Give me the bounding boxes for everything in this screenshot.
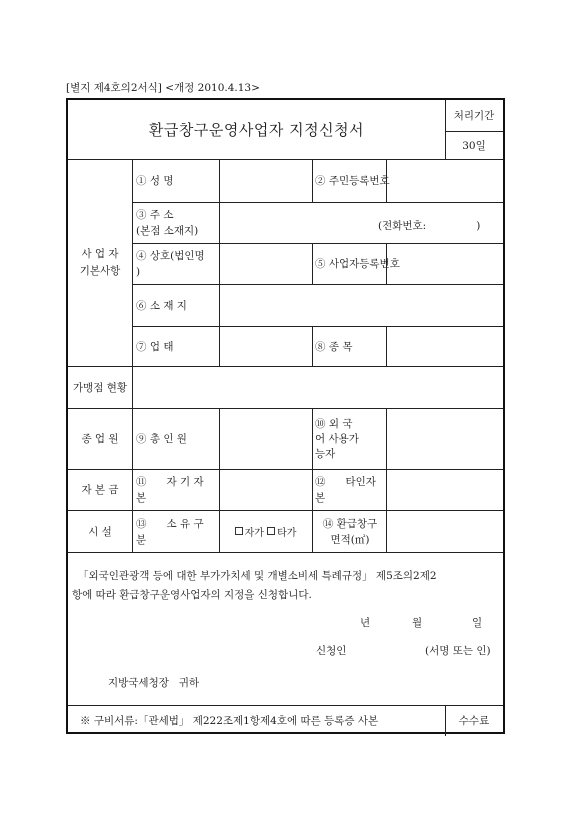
resident-no-field[interactable] <box>387 160 502 201</box>
col-divider <box>132 159 133 552</box>
company-label-line1: ④ 상호(법인명 <box>136 250 205 262</box>
refund-counter-area-label <box>315 512 385 551</box>
leased-checkbox[interactable] <box>267 527 275 535</box>
own-capital-field[interactable] <box>220 470 311 509</box>
business-type-label: ⑦ 업 태 <box>136 340 174 353</box>
statement-line1: 「외국인관광객 등에 대한 부가가치세 및 개별소비세 특례규정」 제5조의2제2 <box>78 570 437 582</box>
borrowed-capital-line1: ⑫ 타인자 <box>315 476 376 488</box>
leased-option-label: 타가 <box>277 527 297 539</box>
foreign-language-staff-label <box>315 410 385 468</box>
year-label: 년 <box>360 617 371 629</box>
applicant-label: 신청인 <box>316 645 347 657</box>
processing-period-value: 30일 <box>462 139 486 152</box>
borrowed-capital-line2: 본 <box>315 492 326 504</box>
address-label <box>136 204 218 242</box>
biz-reg-no-label: ⑤ 사업자등록번호 <box>315 258 400 270</box>
phone-label: (전화번호: ) <box>378 220 481 232</box>
company-name-label <box>136 245 218 283</box>
recipient-line: 지방국세청장 귀하 <box>108 677 200 689</box>
applicant-label-line1: 사 업 자 <box>81 247 119 260</box>
affiliates-label: 가맹점 현황 <box>72 381 128 394</box>
foreign-label-line3: 능자 <box>315 447 336 460</box>
foreign-label-line2: 어 사용가 <box>315 432 359 445</box>
ownership-type-label <box>136 512 218 551</box>
own-capital-line1: ⑪ 자 기 자 <box>136 476 204 488</box>
biz-reg-no-field[interactable] <box>387 244 502 283</box>
processing-period-label: 처리기간 <box>453 110 495 122</box>
name-field[interactable] <box>220 160 311 201</box>
business-item-field[interactable] <box>387 327 502 365</box>
form-reference-note: [별지 제4호의2서식] <개정 2010.4.13> <box>66 82 260 94</box>
name-label: ① 성 명 <box>136 175 174 187</box>
business-item-label: ⑧ 종 목 <box>315 340 353 353</box>
fee-label: 수수료 <box>458 715 490 727</box>
own-capital-label <box>136 471 218 509</box>
row-divider <box>68 552 503 553</box>
day-label: 일 <box>472 617 483 629</box>
application-form <box>66 98 505 734</box>
affiliates-field[interactable] <box>133 367 502 407</box>
facility-label: 시 설 <box>88 525 112 538</box>
own-checkbox[interactable] <box>235 527 243 535</box>
borrowed-capital-label <box>315 471 385 509</box>
col-divider <box>312 408 313 552</box>
location-label: ⑥ 소 재 지 <box>136 299 187 312</box>
col-divider <box>312 326 313 366</box>
applicant-label-line2: 기본사항 <box>79 264 121 277</box>
applicant-section-label <box>68 159 132 366</box>
foreign-label-line1: ⑩ 외 국 <box>315 417 353 430</box>
address-label-line2: (본점 소재지) <box>136 225 199 237</box>
col-divider <box>312 159 313 202</box>
signature-label: (서명 또는 인) <box>425 645 491 657</box>
form-title: 환급창구운영사업자 지정신청서 <box>148 121 365 139</box>
company-label-line2: ) <box>136 266 141 278</box>
ownership-line1: ⑬ 소 유 구 <box>136 517 204 530</box>
resident-no-label: ② 주민등록번호 <box>315 175 390 187</box>
statement-line2: 항에 따라 환급창구운영사업자의 지정을 신청합니다. <box>72 589 312 601</box>
total-staff-field[interactable] <box>220 409 311 468</box>
ownership-options <box>220 511 311 551</box>
own-option-label: 자가 <box>244 527 264 539</box>
company-name-field[interactable] <box>220 244 311 283</box>
area-line2: 면적(㎡) <box>330 533 370 546</box>
refund-counter-area-field[interactable] <box>387 511 502 551</box>
own-capital-line2: 본 <box>136 492 147 504</box>
col-divider <box>312 243 313 284</box>
month-label: 월 <box>412 617 423 629</box>
area-line1: ⑭ 환급창구 <box>322 517 378 530</box>
capital-label: 자 본 금 <box>81 484 119 496</box>
total-staff-label: ⑨ 총 인 원 <box>136 433 187 445</box>
foreign-language-staff-field[interactable] <box>387 409 502 468</box>
borrowed-capital-field[interactable] <box>387 470 502 509</box>
applicant-name-field[interactable] <box>360 640 420 662</box>
location-field[interactable] <box>220 285 502 325</box>
ownership-line2: 분 <box>136 533 147 546</box>
required-documents-note: ※ 구비서류:「관세법」 제222조제1항제4호에 따른 등록증 사본 <box>80 715 379 727</box>
address-label-line1: ③ 주 소 <box>136 209 174 221</box>
business-type-field[interactable] <box>220 327 311 365</box>
employees-label: 종 업 원 <box>81 433 119 445</box>
